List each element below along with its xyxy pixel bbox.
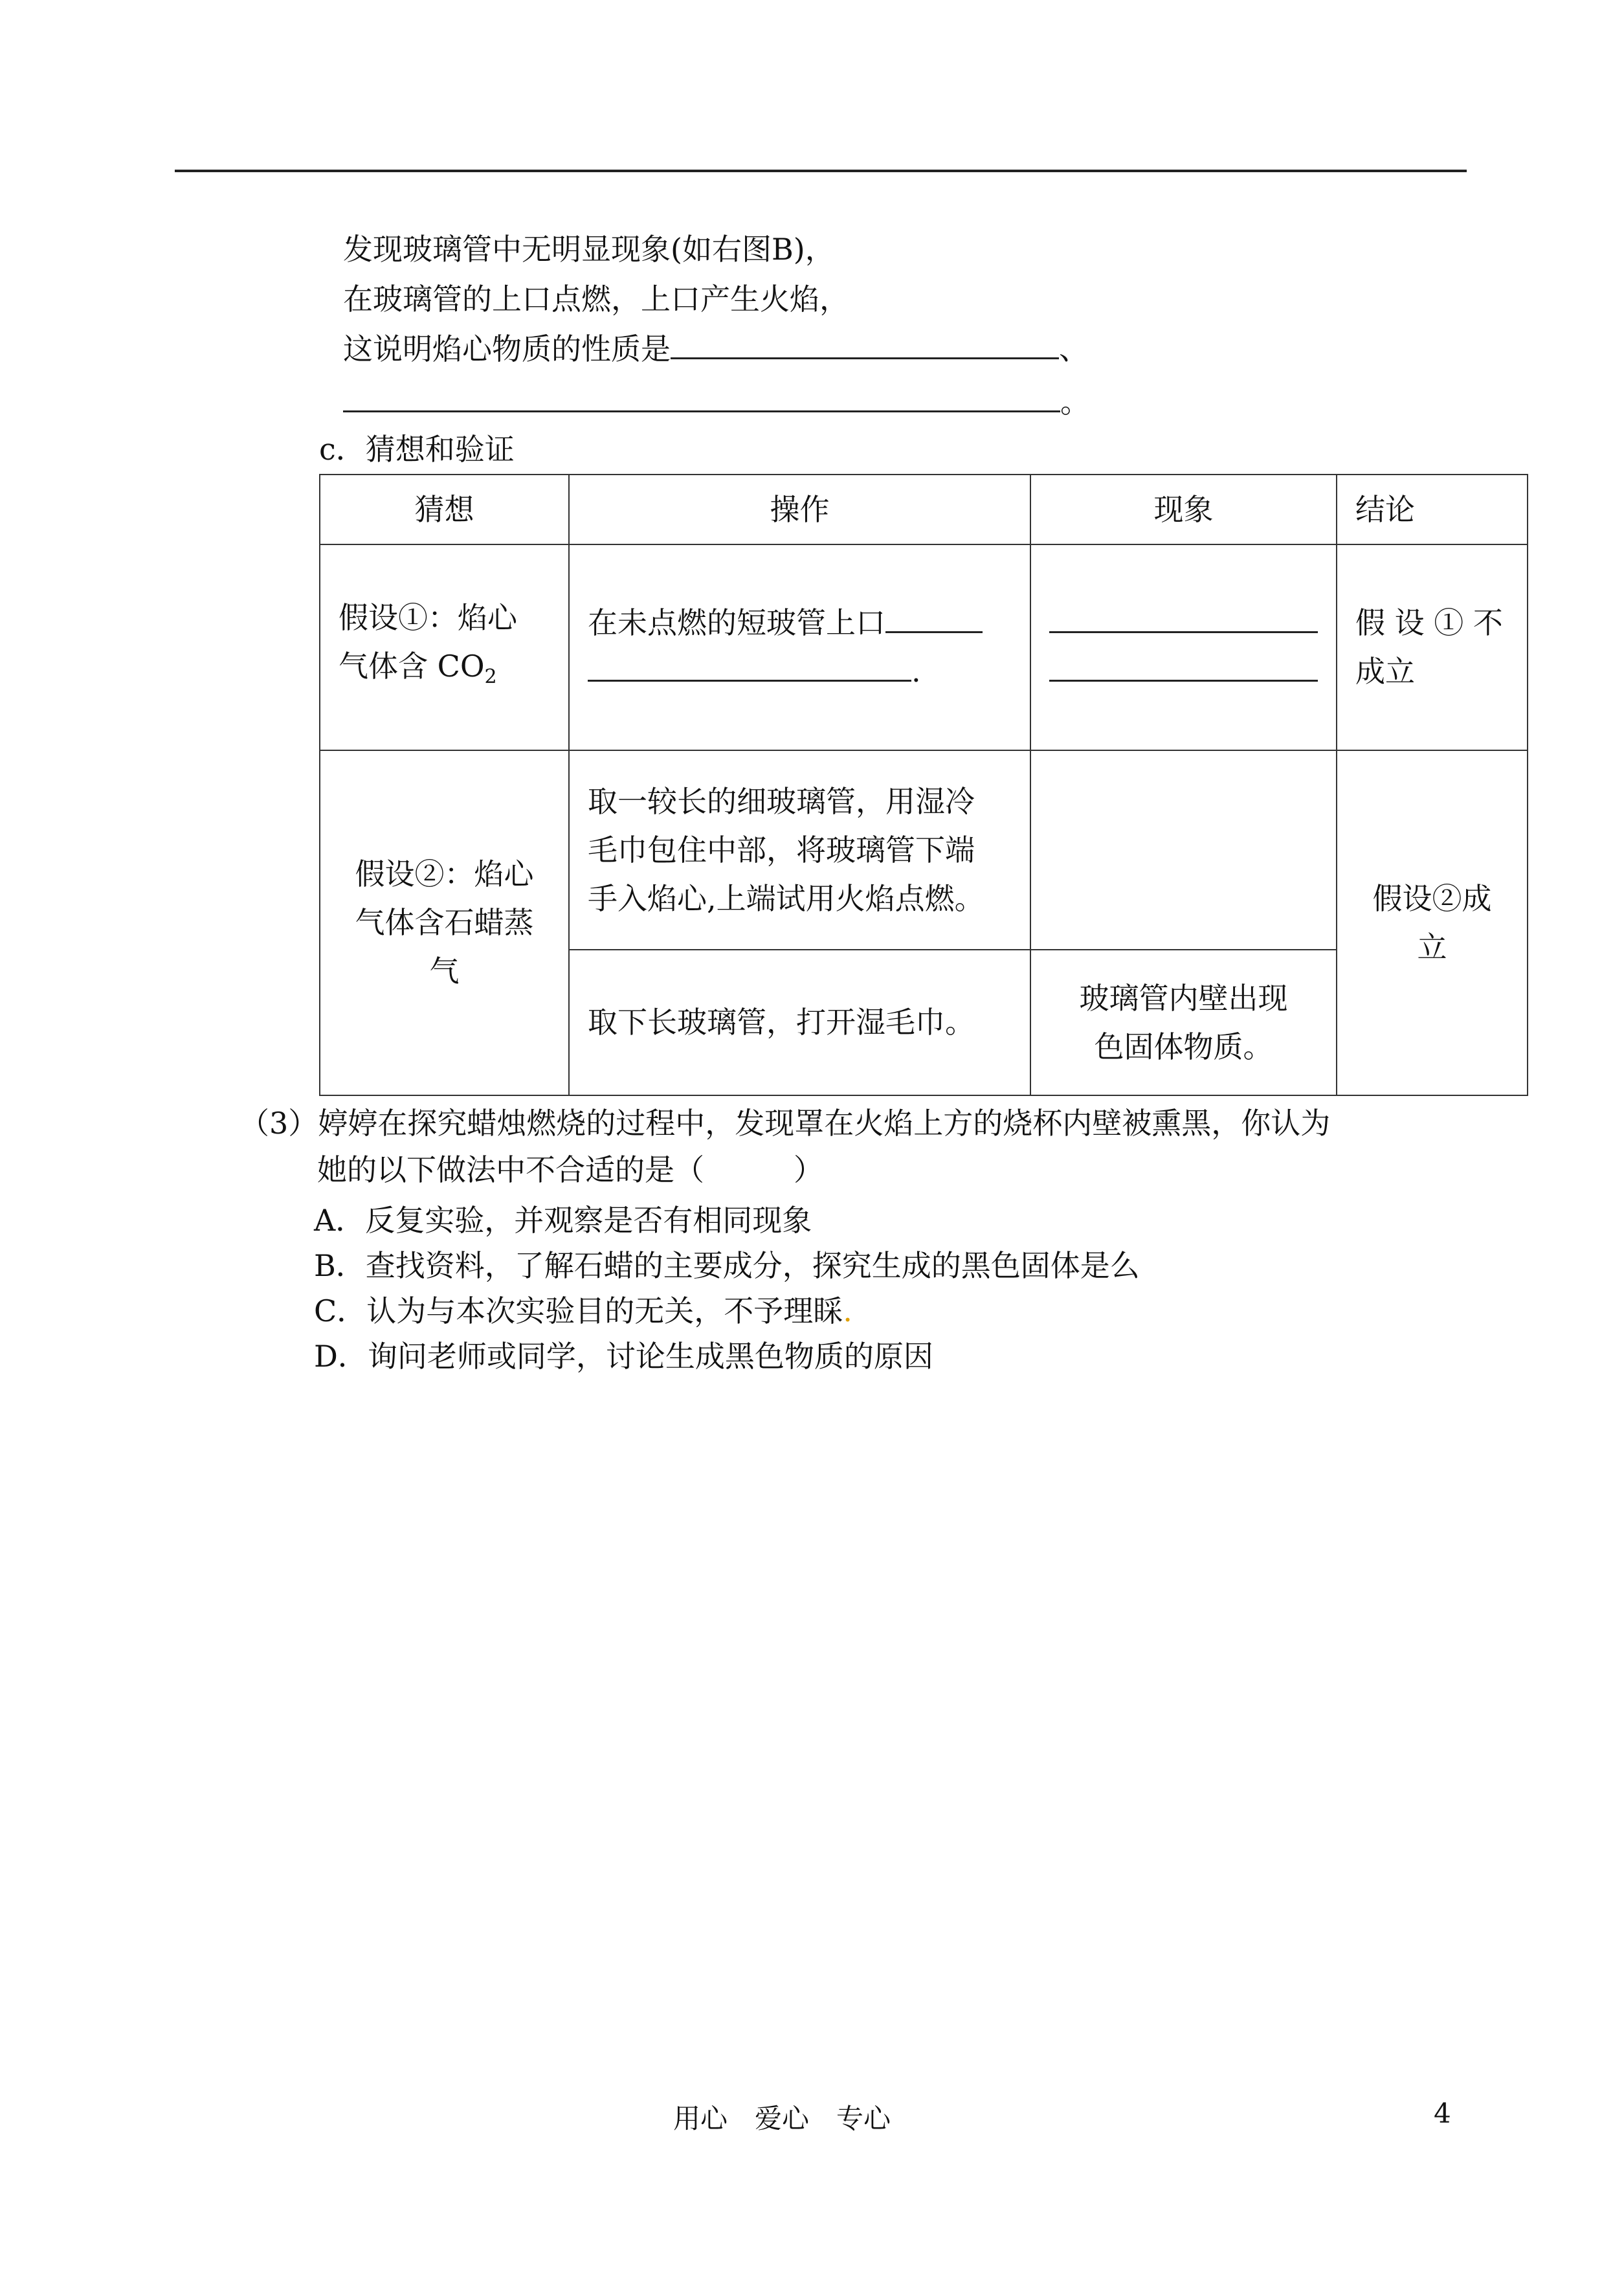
header-conclusion: 结论 [1337,475,1528,544]
row2-operation-2: 取下长玻璃管，打开湿毛巾。 [569,950,1030,1095]
phenomenon-blank-b[interactable] [1049,654,1318,682]
page-number: 4 [1434,2097,1451,2129]
row2-operation-1: 取一较长的细玻璃管，用湿冷 毛巾包住中部，将玻璃管下端 手入焰心,上端试用火焰点燃。 [569,750,1030,950]
separator: 、 [1059,331,1089,366]
table-row [320,750,1528,950]
property-prompt: 这说明焰心物质的性质是 [343,331,671,366]
option-b[interactable]: B．查找资料，了解石蜡的主要成分，探究生成的黑色固体是么 [314,1248,1140,1283]
text-line-2: 在玻璃管的上口点燃，上口产生火焰， [343,282,849,317]
operation-blank-b[interactable] [588,654,911,682]
text-line-4 [343,382,1090,421]
header-guess: 猜想 [320,475,569,544]
answer-blank-1[interactable] [671,329,1059,359]
phenomenon-blank-a[interactable] [1049,605,1318,633]
period: 。 [1060,385,1090,419]
experiment-table [319,474,1528,1096]
row2-phenomenon-2: 玻璃管内壁出现 色固体物质。 [1030,950,1337,1095]
answer-blank-2[interactable] [343,382,1060,412]
operation-blank-a[interactable] [885,605,983,633]
text-line-1: 发现玻璃管中无明显现象(如右图B)， [343,232,835,267]
row2-guess: 假设②：焰心 气体含石蜡蒸 气 [320,750,569,1095]
question-3-stem-a: （3）婷婷在探究蜡烛燃烧的过程中，发现罩在火焰上方的烧杯内壁被熏黑，你认为 [239,1106,1331,1141]
footer-motto: 用心 爱心 专心 [673,2103,891,2134]
row1-guess: 假设①：焰心 气体含 $CO_2$ [320,544,569,750]
table-header-row [320,475,1528,544]
highlight-dot: . [843,1293,852,1328]
option-d[interactable]: D．询问老师或同学，讨论生成黑色物质的原因 [314,1339,933,1374]
header-operation: 操作 [569,475,1030,544]
row1-phenomenon [1030,544,1337,750]
header-rule [175,170,1467,172]
section-c-title: c．猜想和验证 [319,432,515,467]
option-c[interactable]: C．认为与本次实验目的无关，不予理睬. [314,1293,852,1328]
text-line-3 [343,329,1089,368]
table-row [320,544,1528,750]
question-3-stem-b: 她的以下做法中不合适的是（ ） [317,1152,823,1187]
row2-conclusion: 假设②成 立 [1337,750,1528,1095]
row1-operation: 在未点燃的短玻管上口 . [569,544,1030,750]
row1-conclusion: 假 设 ① 不 成立 [1337,544,1528,750]
option-a[interactable]: A．反复实验，并观察是否有相同现象 [314,1203,812,1238]
row2-phenomenon-1-empty[interactable] [1030,750,1337,950]
header-phenomenon: 现象 [1030,475,1337,544]
